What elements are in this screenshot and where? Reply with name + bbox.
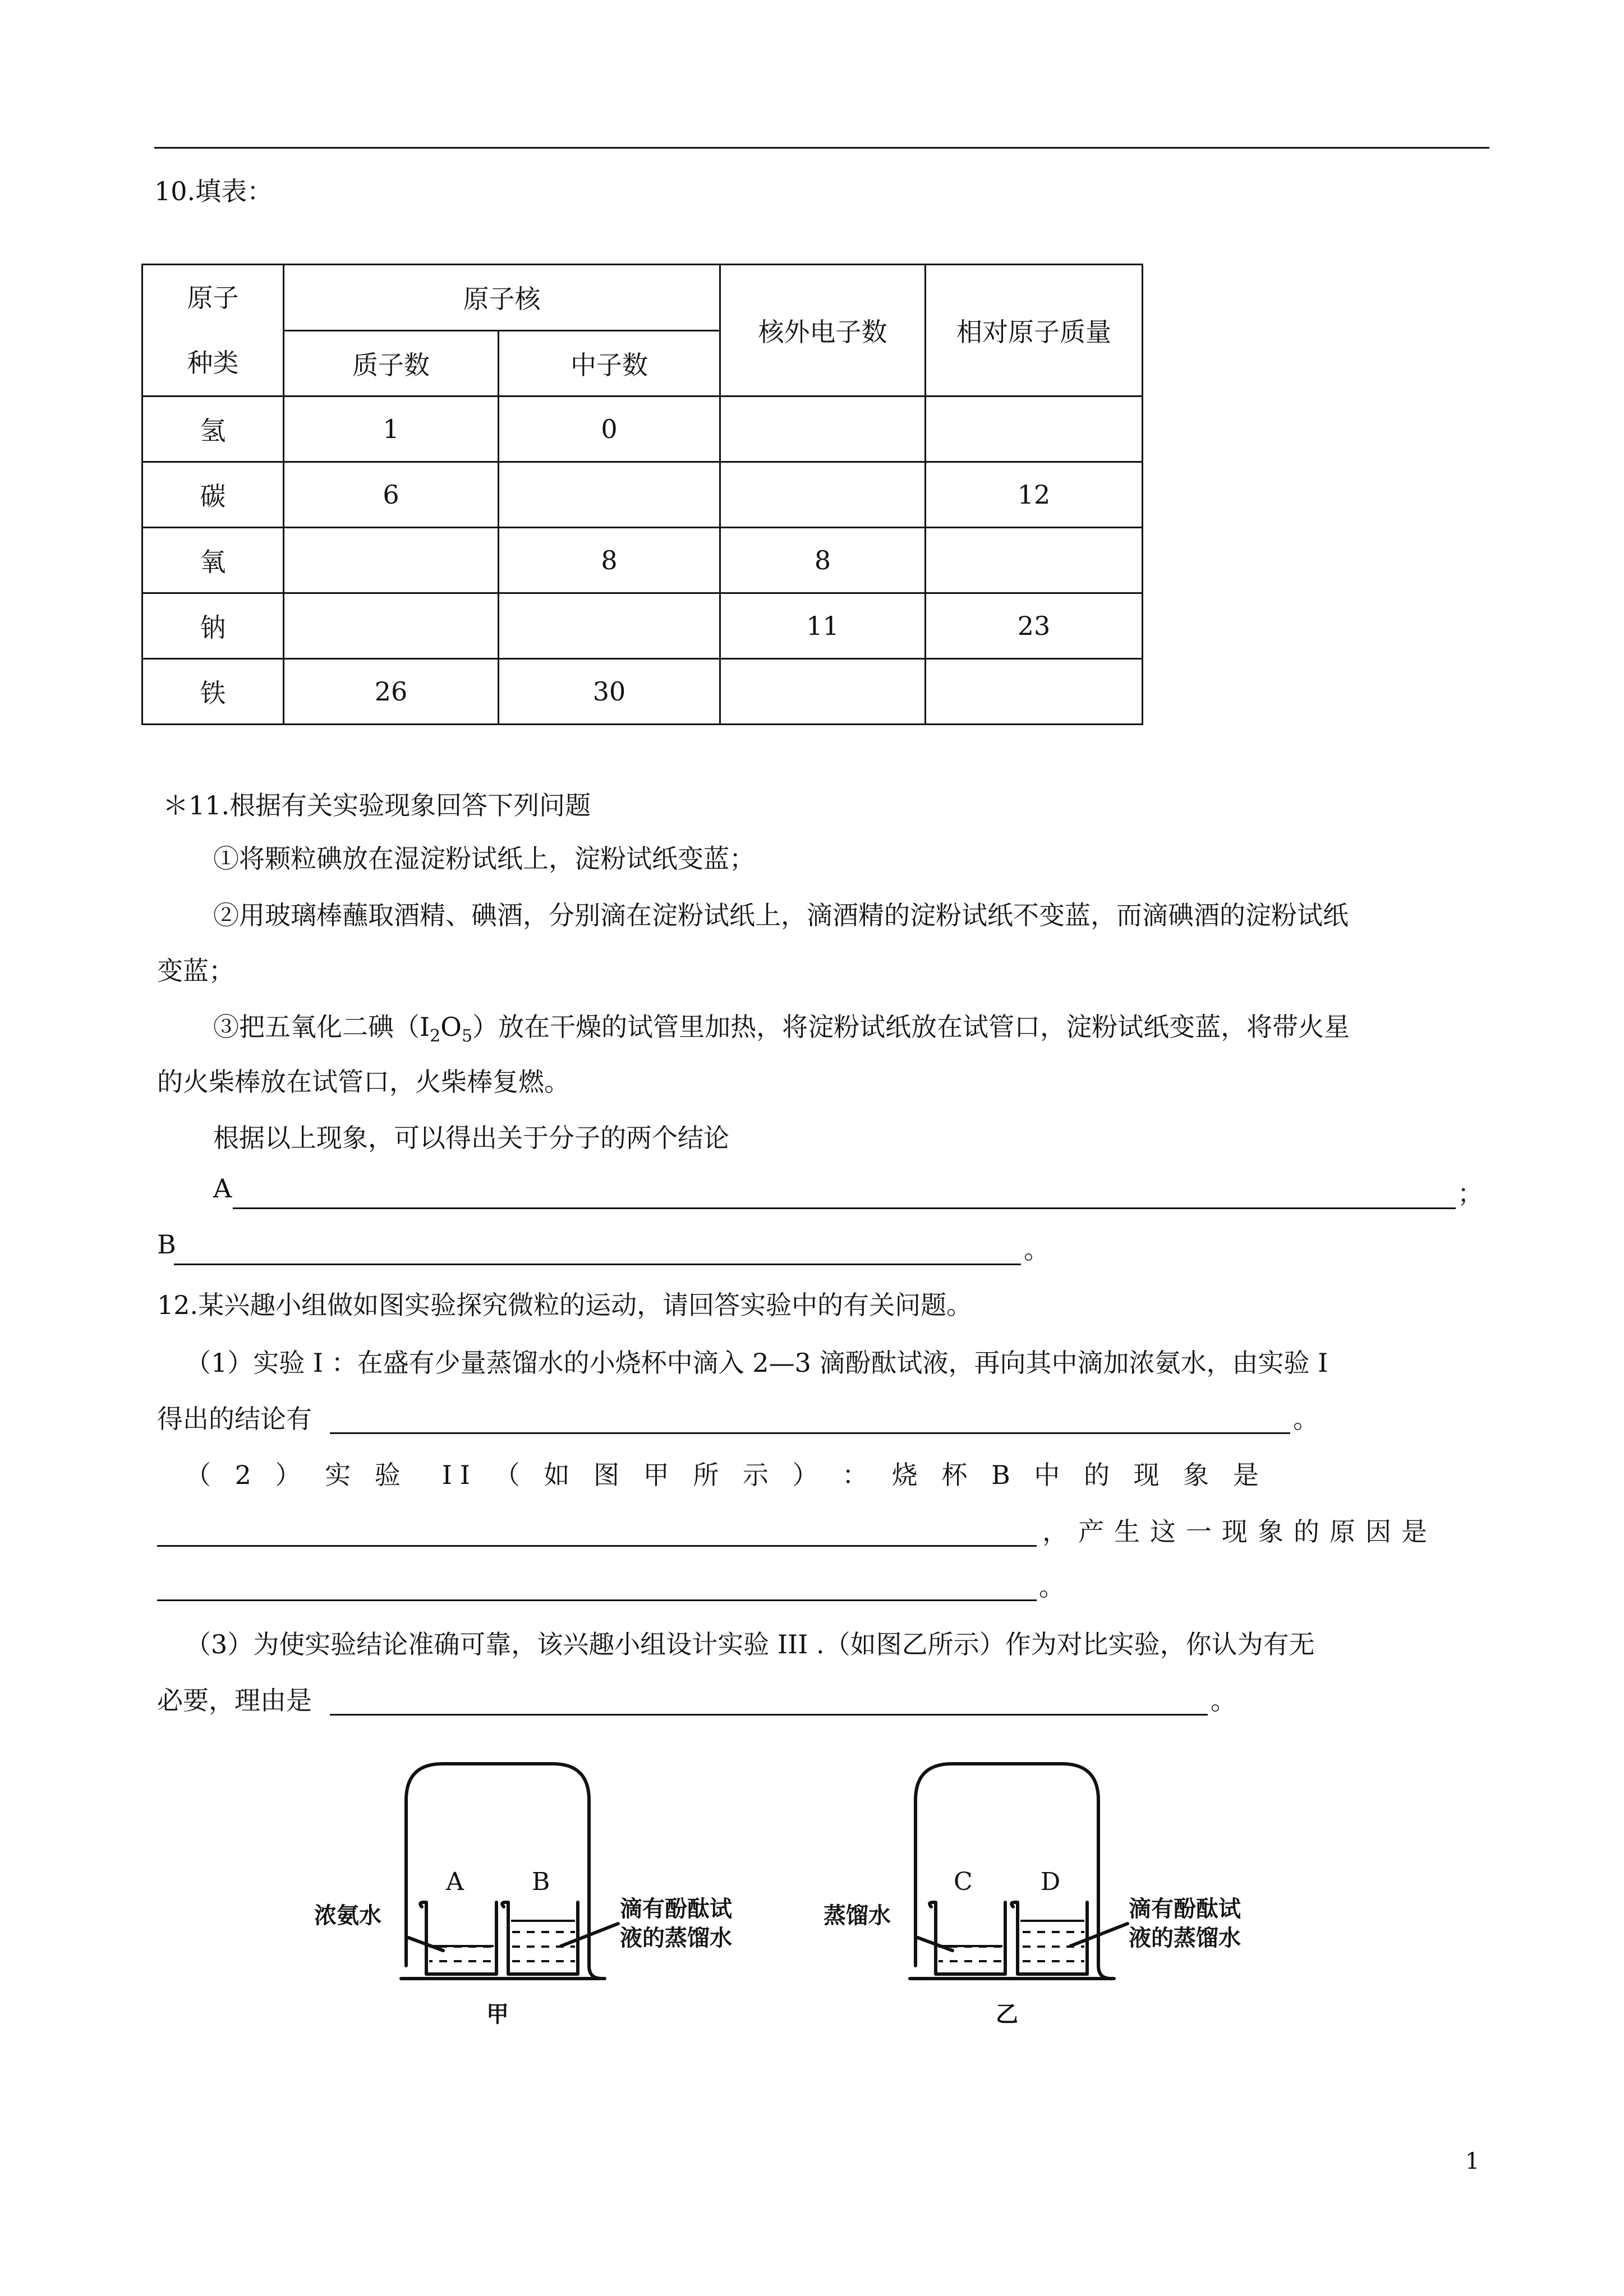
cell-mass: 23 bbox=[926, 593, 1143, 659]
q12-p3-line1: （3）为使实验结论准确可靠，该兴趣小组设计实验 III .（如图乙所示）作为对比实验，你认为有无 bbox=[185, 1629, 1315, 1659]
cell-electrons: 8 bbox=[720, 528, 926, 593]
cell-neutrons: 30 bbox=[499, 659, 720, 725]
answer-b-end: 。 bbox=[1024, 1234, 1050, 1265]
q11-item3-line1: ③把五氧化二碘$(I_2O_5)$放在干燥的试管里加热，将淀粉试纸放在试管口，淀粉试纸变蓝，将带火星 bbox=[213, 1012, 1350, 1046]
liquid-c bbox=[938, 1946, 1002, 1971]
q11-item1: ①将颗粒碘放在湿淀粉试纸上，淀粉试纸变蓝； bbox=[213, 843, 755, 874]
cell-neutrons: 8 bbox=[499, 528, 720, 593]
beaker-b-label: B bbox=[532, 1868, 550, 1896]
q12-p3-end: 。 bbox=[1211, 1685, 1236, 1716]
q12-p1-end: 。 bbox=[1293, 1404, 1319, 1434]
beaker-c-label: C bbox=[954, 1868, 973, 1896]
q12-title: 12.某兴趣小组做如图实验探究微粒的运动，请回答实验中的有关问题。 bbox=[157, 1290, 973, 1320]
answer-a-label: A bbox=[213, 1173, 232, 1204]
cell-protons: 6 bbox=[284, 462, 499, 528]
header-neutrons: 中子数 bbox=[499, 330, 720, 397]
cell-electrons: 11 bbox=[720, 593, 926, 659]
label-phenol-left-2: 液的蒸馏水 bbox=[620, 1925, 732, 1951]
cell-element: 铁 bbox=[142, 659, 284, 725]
q12-p1-line1: （1）实验 I ：在盛有少量蒸馏水的小烧杯中滴入 2—3 滴酚酞试液，再向其中滴加浓氨水，由实验 I bbox=[185, 1348, 1328, 1378]
label-phenol-right-2: 液的蒸馏水 bbox=[1129, 1925, 1241, 1951]
q12-p3-line2: 必要，理由是 bbox=[157, 1685, 312, 1716]
q11-item2-line1: ②用玻璃棒蘸取酒精、碘酒，分别滴在淀粉试纸上，滴酒精的淀粉试纸不变蓝，而滴碘酒的淀粉试纸 bbox=[213, 900, 1349, 930]
q11-prompt: 根据以上现象，可以得出关于分子的两个结论 bbox=[213, 1123, 729, 1153]
q12-p2-end: 。 bbox=[1039, 1571, 1065, 1602]
label-distilled-water: 蒸馏水 bbox=[823, 1903, 891, 1929]
answer-b-label: B bbox=[157, 1229, 176, 1260]
label-ammonia: 浓氨水 bbox=[314, 1903, 381, 1929]
caption-yi: 乙 bbox=[996, 2002, 1018, 2027]
page-number: 1 bbox=[1465, 2149, 1480, 2174]
liquid-d bbox=[1020, 1921, 1084, 1971]
q11-item2-line2: 变蓝； bbox=[157, 956, 234, 986]
label-phenol-left-1: 滴有酚酞试 bbox=[620, 1896, 732, 1922]
cell-protons: 26 bbox=[284, 659, 499, 725]
cell-element: 氧 bbox=[142, 528, 284, 593]
cell-element: 碳 bbox=[142, 462, 284, 528]
q12-p2-line1: （ 2 ） 实 验 II （ 如 图 甲 所 示 ） ： 烧 杯 B 中 的 现 象 是 bbox=[185, 1460, 1267, 1490]
header-protons: 质子数 bbox=[284, 330, 499, 397]
cell-protons: 1 bbox=[284, 397, 499, 462]
q12-p1-line2: 得出的结论有 bbox=[157, 1404, 312, 1434]
q10-title: 10.填表： bbox=[154, 176, 273, 206]
header-relative-mass: 相对原子质量 bbox=[926, 265, 1143, 397]
cell-mass: 12 bbox=[926, 462, 1143, 528]
header-electrons: 核外电子数 bbox=[720, 265, 926, 397]
q11-title: ＊11.根据有关实验现象回答下列问题 bbox=[163, 790, 591, 820]
label-phenol-right-1: 滴有酚酞试 bbox=[1129, 1896, 1241, 1922]
caption-jia: 甲 bbox=[486, 2002, 509, 2027]
q12-p2-mid: ，产生这一现象的原因是 bbox=[1042, 1516, 1437, 1547]
header-nucleus: 原子核 bbox=[284, 265, 720, 331]
beaker-a-label: A bbox=[446, 1868, 464, 1896]
liquid-a bbox=[429, 1946, 494, 1971]
q11-item3-line2: 的火柴棒放在试管口，火柴棒复燃。 bbox=[157, 1067, 570, 1097]
cell-neutrons: 0 bbox=[499, 397, 720, 462]
cell-element: 钠 bbox=[142, 593, 284, 659]
liquid-b bbox=[511, 1921, 575, 1971]
cell-element: 氢 bbox=[142, 397, 284, 462]
answer-a-end: ； bbox=[1457, 1178, 1483, 1209]
header-atom-type: 原子 种类 bbox=[142, 265, 284, 397]
beaker-d-label: D bbox=[1041, 1868, 1061, 1896]
